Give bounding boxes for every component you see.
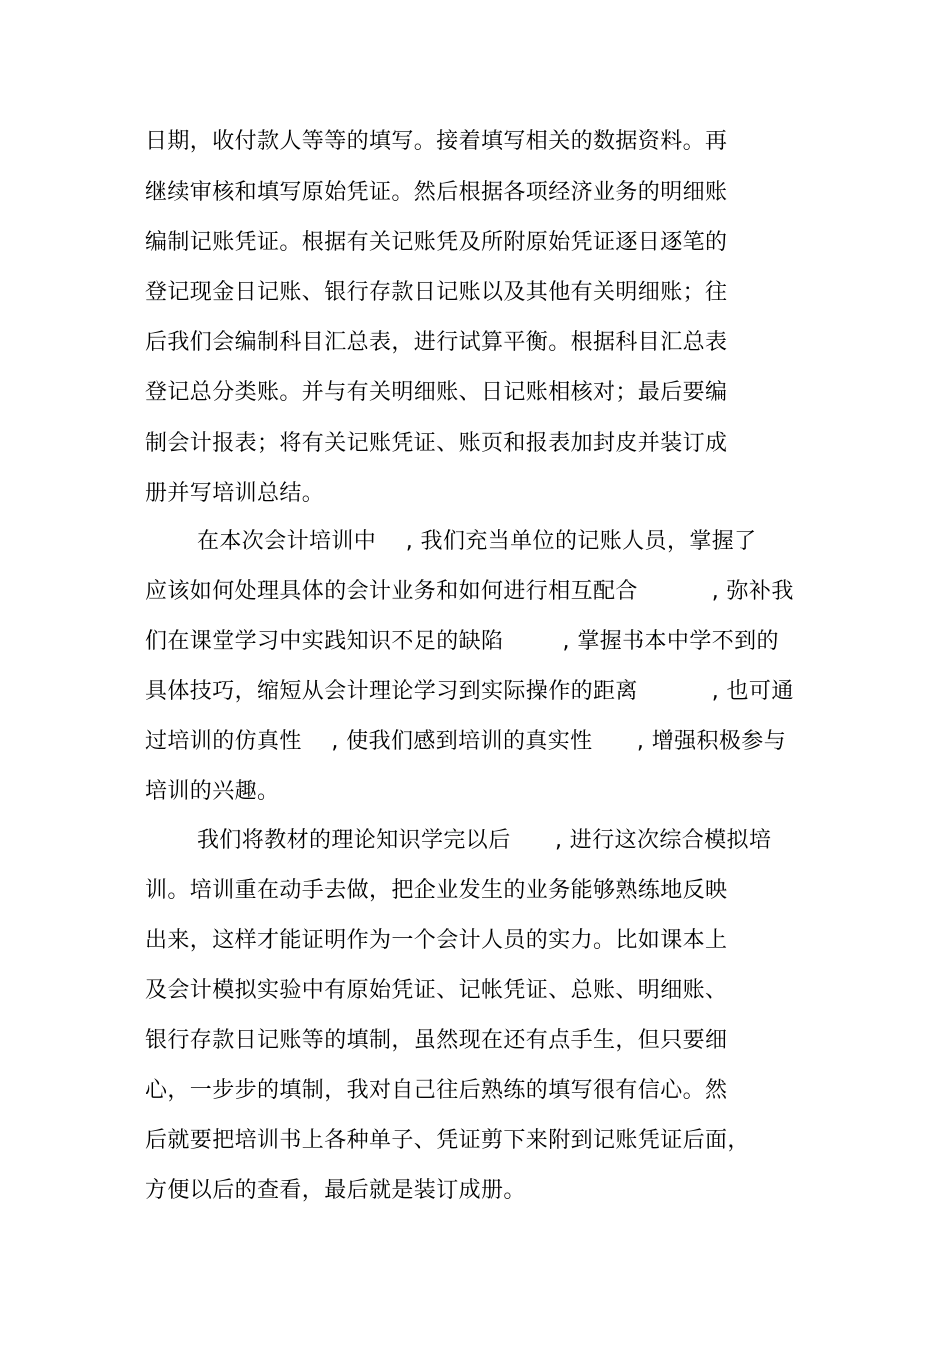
text-line: 继续审核和填写原始凭证。然后根据各项经济业务的明细账 [145,180,728,205]
text-line: 后我们会编制科目汇总表，进行试算平衡。根据科目汇总表 [145,330,728,355]
text-line: 出来，这样才能证明作为一个会计人员的实力。比如课本上 [145,928,728,953]
text-line: 及会计模拟实验中有原始凭证、记帐凭证、总账、明细账、 [145,978,728,1003]
text-line: 银行存款日记账等的填制，虽然现在还有点手生，但只要细 [145,1028,728,1053]
text-line: 应该如何处理具体的会计业务和如何进行相互配合 , 弥补我 [145,579,794,604]
text-line: 制会计报表；将有关记账凭证、账页和报表加封皮并装订成 [145,431,728,456]
text-line: 培训的兴趣。 [145,779,280,804]
text-line: 日期，收付款人等等的填写。接着填写相关的数据资料。再 [145,129,728,154]
text-line: 登记现金日记账、银行存款日记账以及其他有关明细账；往 [145,280,728,305]
text-line: 登记总分类账。并与有关明细账、日记账相核对；最后要编 [145,380,728,405]
paragraph-first-line: 在本次会计培训中 , 我们充当单位的记账人员，掌握了 [197,529,757,554]
text-line: 册并写培训总结。 [145,481,325,506]
text-line: 后就要把培训书上各种单子、凭证剪下来附到记账凭证后面， [145,1128,750,1153]
text-line: 训。培训重在动手去做，把企业发生的业务能够熟练地反映 [145,878,728,903]
text-line: 们在课堂学习中实践知识不足的缺陷 , 掌握书本中学不到的 [145,629,779,654]
text-line: 过培训的仿真性 , 使我们感到培训的真实性 , 增强积极参与 [145,729,787,754]
text-line: 方便以后的查看，最后就是装订成册。 [145,1178,526,1203]
text-line: 具体技巧，缩短从会计理论学习到实际操作的距离 , 也可通 [145,679,794,704]
text-line: 心，一步步的填制，我对自己往后熟练的填写很有信心。然 [145,1078,728,1103]
paragraph-first-line: 我们将教材的理论知识学完以后 , 进行这次综合模拟培 [197,828,772,853]
text-line: 编制记账凭证。根据有关记账凭及所附原始凭证逐日逐笔的 [145,230,728,255]
